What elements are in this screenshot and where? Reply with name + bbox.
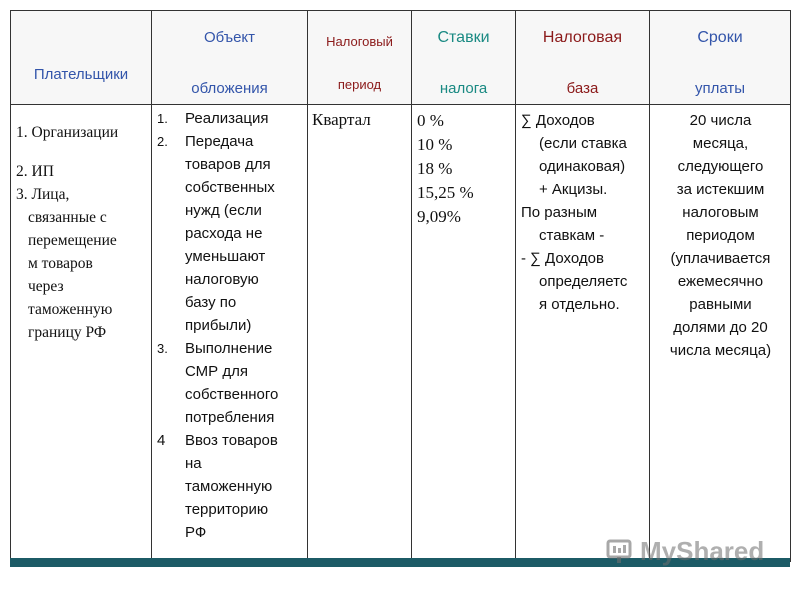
payer-persons-line7: границу РФ	[28, 324, 107, 341]
header-rates-line2: налога	[439, 80, 488, 97]
terms-line-9: равными	[689, 296, 752, 313]
watermark	[606, 536, 764, 567]
object-text-4-l2: на	[185, 455, 202, 472]
object-text-2-l7: налоговую	[185, 271, 259, 288]
object-text-4-l5: РФ	[185, 524, 207, 541]
payer-persons-line2: связанные с	[28, 209, 107, 226]
rates-cell	[412, 105, 516, 562]
terms-cell	[650, 105, 791, 562]
terms-line-11: числа месяца)	[669, 342, 772, 359]
base-line-5: По разным	[521, 204, 598, 221]
presentation-icon	[606, 538, 634, 566]
terms-line-4: за истекшим	[676, 181, 765, 198]
object-text-2-l4: нужд (если	[185, 202, 262, 219]
payer-persons-line3: перемещение	[28, 232, 117, 249]
header-terms-line1: Сроки	[697, 29, 743, 46]
header-base-line2: база	[566, 80, 599, 97]
base-line-9: я отдельно.	[539, 296, 620, 313]
header-terms-line2: уплаты	[694, 80, 746, 97]
base-line-3: одинаковая)	[539, 158, 626, 175]
header-payers-label: Плательщики	[33, 65, 129, 83]
terms-line-2: месяца,	[692, 135, 749, 152]
object-text-4-l1: Ввоз товаров	[185, 432, 278, 449]
payer-persons-line1: 3. Лица,	[16, 186, 70, 203]
header-terms	[650, 11, 791, 105]
rate-item: 18 %	[417, 159, 453, 178]
header-period-line1: Налоговый	[326, 34, 393, 49]
terms-line-1: 20 числа	[689, 112, 752, 129]
base-line-1: ∑ Доходов	[521, 112, 595, 129]
object-item-1	[157, 107, 303, 130]
object-text-3-l2: СМР для	[185, 363, 248, 380]
header-rates	[412, 11, 516, 105]
objects-list	[157, 107, 303, 544]
payers-cell	[11, 105, 152, 562]
payer-organizations: 1. Организации	[16, 124, 119, 141]
object-item-2	[157, 130, 303, 337]
object-text-2-l2: товаров для	[185, 156, 271, 173]
object-text-2-l8: базу по	[185, 294, 237, 311]
object-num-1: 1.	[157, 111, 168, 126]
terms-line-3: следующего	[677, 158, 764, 175]
payer-persons-line5: через	[28, 278, 64, 295]
body-row	[11, 105, 791, 562]
period-cell	[308, 105, 412, 562]
period-value: Квартал	[312, 110, 371, 129]
payer-ip: 2. ИП	[16, 163, 54, 180]
object-text-4-l4: территорию	[185, 501, 269, 518]
object-item-4	[157, 429, 303, 544]
base-line-7: - ∑ Доходов	[521, 250, 604, 267]
rates-list	[412, 105, 515, 229]
objects-cell	[152, 105, 308, 562]
object-num-4: 4	[157, 432, 166, 449]
object-text-2-l6: уменьшают	[185, 248, 266, 265]
object-text-1: Реализация	[185, 110, 269, 127]
object-text-4-l3: таможенную	[185, 478, 273, 495]
base-line-2: (если ставка	[539, 135, 627, 152]
object-text-2-l3: собственных	[185, 179, 275, 196]
object-text-2-l5: расхода не	[185, 225, 263, 242]
header-period-line2: период	[337, 77, 382, 92]
object-item-3	[157, 337, 303, 429]
header-base	[516, 11, 650, 105]
terms-line-5: налоговым	[682, 204, 759, 221]
object-text-3-l1: Выполнение	[185, 340, 273, 357]
rate-item: 15,25 %	[417, 183, 474, 202]
object-text-2-l9: прибыли)	[185, 317, 252, 334]
rate-item: 10 %	[417, 135, 453, 154]
header-object	[152, 11, 308, 105]
base-line-6: ставкам -	[539, 227, 605, 244]
header-base-line1: Налоговая	[542, 29, 623, 46]
base-line-4: + Акцизы.	[539, 181, 608, 198]
object-num-3: 3.	[157, 341, 168, 356]
terms-line-10: долями до 20	[673, 319, 768, 336]
payer-persons-line4: м товаров	[28, 255, 93, 272]
object-text-3-l4: потребления	[185, 409, 275, 426]
terms-line-6: периодом	[686, 227, 755, 244]
base-line-8: определяетс	[539, 273, 628, 290]
payer-persons-line6: таможенную	[28, 301, 113, 318]
base-cell	[516, 105, 650, 562]
terms-line-8: ежемесячно	[677, 273, 764, 290]
rate-item: 9,09%	[417, 207, 461, 226]
header-rates-line1: Ставки	[437, 29, 490, 46]
object-text-3-l3: собственного	[185, 386, 279, 403]
object-text-2-l1: Передача	[185, 133, 254, 150]
watermark-text: MyShared	[640, 536, 765, 566]
header-row	[11, 11, 791, 105]
header-object-line1: Объект	[203, 29, 256, 46]
header-payers	[11, 11, 152, 105]
rate-item: 0 %	[417, 111, 444, 130]
tax-table	[10, 10, 791, 562]
object-num-2: 2.	[157, 134, 168, 149]
header-object-line2: обложения	[191, 80, 268, 97]
header-period	[308, 11, 412, 105]
terms-line-7: (уплачивается	[670, 250, 771, 267]
